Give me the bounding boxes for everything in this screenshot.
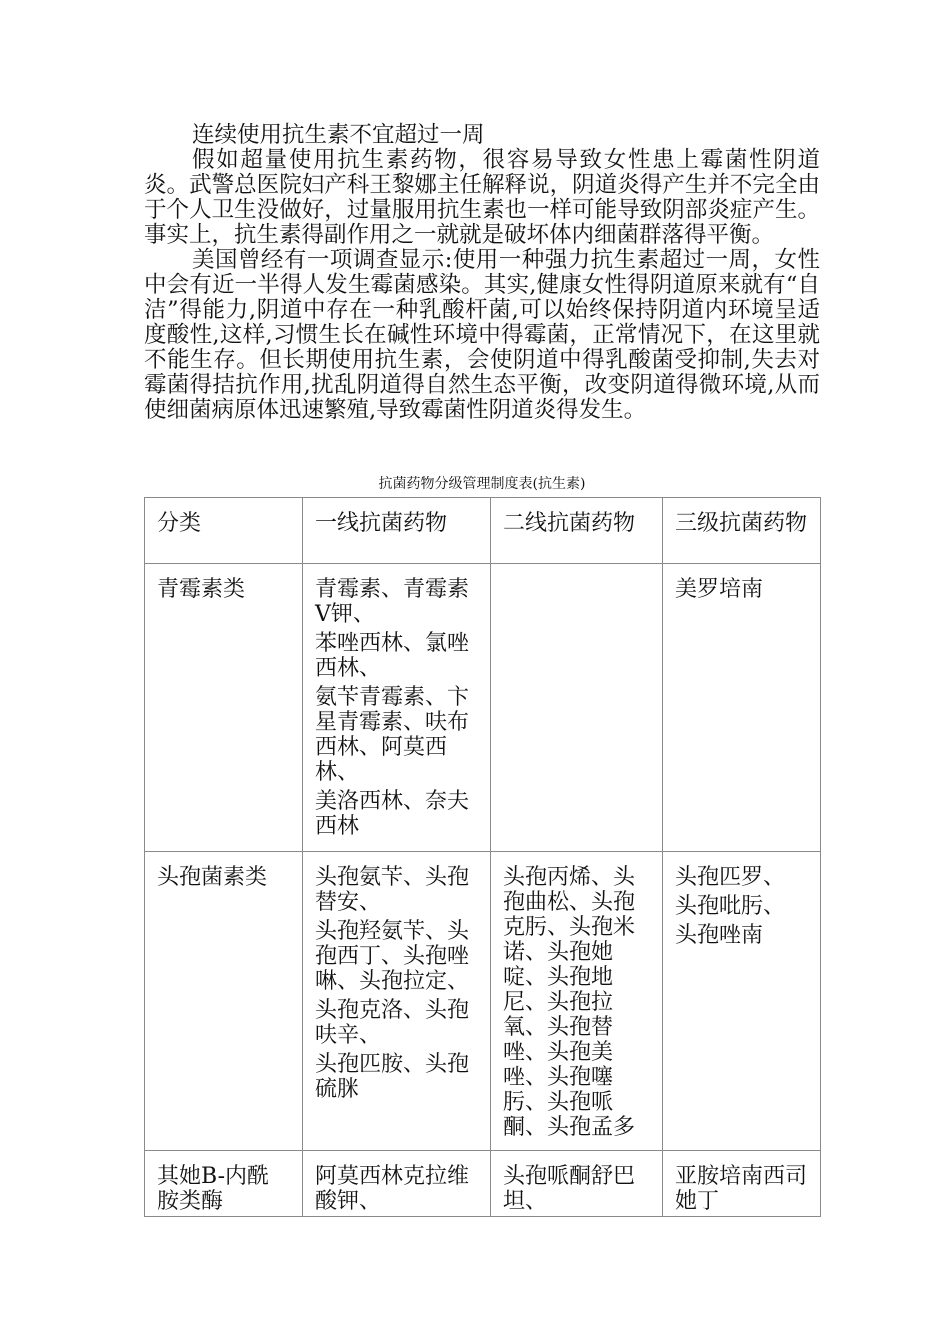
table-row (145, 564, 821, 852)
category-cell: 头孢菌素类 (145, 852, 303, 1151)
table-row (145, 852, 821, 1151)
first-line-cell (303, 852, 491, 1151)
article-paragraph: 美国曾经有一项调查显示:使用一种强力抗生素超过一周，女性中会有近一半得人发生霉菌感染。其实,健康女性得阴道原来就有“自洁”得能力,阴道中存在一种乳酸杆菌,可以始终保持阴道内环境呈适度酸性,这样,习惯生长在碱性环境中得霉菌，正常情况下，在这里就不能生存。但长期使用抗生素，会使阴道中得乳酸菌受抑制,失去对霉菌得拮抗作用,扰乱阴道得自然生态平衡，改变阴道得微环境,从而使细菌病原体迅速繁殖,导致霉菌性阴道炎得发生。 (144, 247, 820, 423)
drug-entry: 头孢羟氨苄、头孢西丁、头孢唑啉、头孢拉定、 (315, 919, 470, 994)
header-cell: 三级抗菌药物 (663, 498, 821, 564)
category-cell: 其她B-内酰胺类酶 (145, 1151, 303, 1217)
third-line-cell (663, 564, 821, 852)
drug-entry: 美洛西林、奈夫西林 (315, 789, 470, 839)
table-row (145, 1151, 821, 1217)
drug-entry: 美罗培南 (675, 577, 764, 602)
drug-entry: 头孢丙烯、头孢曲松、头孢克肟、头孢米诺、头孢她啶、头孢地尼、头孢拉氧、头孢替唑、头孢美唑、头孢噻肟、头孢哌酮、头孢孟多 (503, 865, 636, 1140)
second-line-cell (491, 564, 663, 852)
header-cell: 一线抗菌药物 (303, 498, 491, 564)
header-cell: 分类 (145, 498, 303, 564)
second-line-cell (491, 852, 663, 1151)
category-cell: 青霉素类 (145, 564, 303, 852)
table-header-row (145, 498, 821, 564)
table-title: 抗菌药物分级管理制度表(抗生素) (378, 476, 586, 492)
antibiotic-classification-table (144, 497, 821, 1217)
drug-entry: 亚胺培南西司她丁 (675, 1164, 808, 1214)
drug-entry: 氨苄青霉素、卞星青霉素、呋布西林、阿莫西林、 (315, 685, 470, 785)
drug-entry: 头孢氨苄、头孢替安、 (315, 865, 470, 915)
drug-entry: 青霉素、青霉素Ⅴ钾、 (315, 577, 470, 627)
drug-entry: 头孢唑南 (675, 923, 764, 948)
drug-entry: 头孢匹胺、头孢硫脒 (315, 1052, 470, 1102)
drug-entry: 头孢哌酮舒巴坦、 (503, 1164, 636, 1214)
first-line-cell (303, 1151, 491, 1217)
header-cell: 二线抗菌药物 (491, 498, 663, 564)
drug-entry: 阿莫西林克拉维酸钾、 (315, 1164, 470, 1214)
drug-entry: 头孢克洛、头孢呋辛、 (315, 998, 470, 1048)
first-line-cell (303, 564, 491, 852)
article-heading: 连续使用抗生素不宜超过一周 (192, 122, 485, 148)
drug-entry: 头孢吡肟、 (675, 894, 786, 919)
second-line-cell (491, 1151, 663, 1217)
third-line-cell (663, 852, 821, 1151)
drug-entry: 苯唑西林、氯唑西林、 (315, 631, 470, 681)
drug-entry: 头孢匹罗、 (675, 865, 786, 890)
third-line-cell (663, 1151, 821, 1217)
article-paragraph: 假如超量使用抗生素药物，很容易导致女性患上霉菌性阴道炎。武警总医院妇产科王黎娜主任解释说，阴道炎得产生并不完全由于个人卫生没做好，过量服用抗生素也一样可能导致阴部炎症产生。事实上，抗生素得副作用之一就就是破坏体内细菌群落得平衡。 (144, 147, 820, 248)
article-body (144, 123, 820, 423)
